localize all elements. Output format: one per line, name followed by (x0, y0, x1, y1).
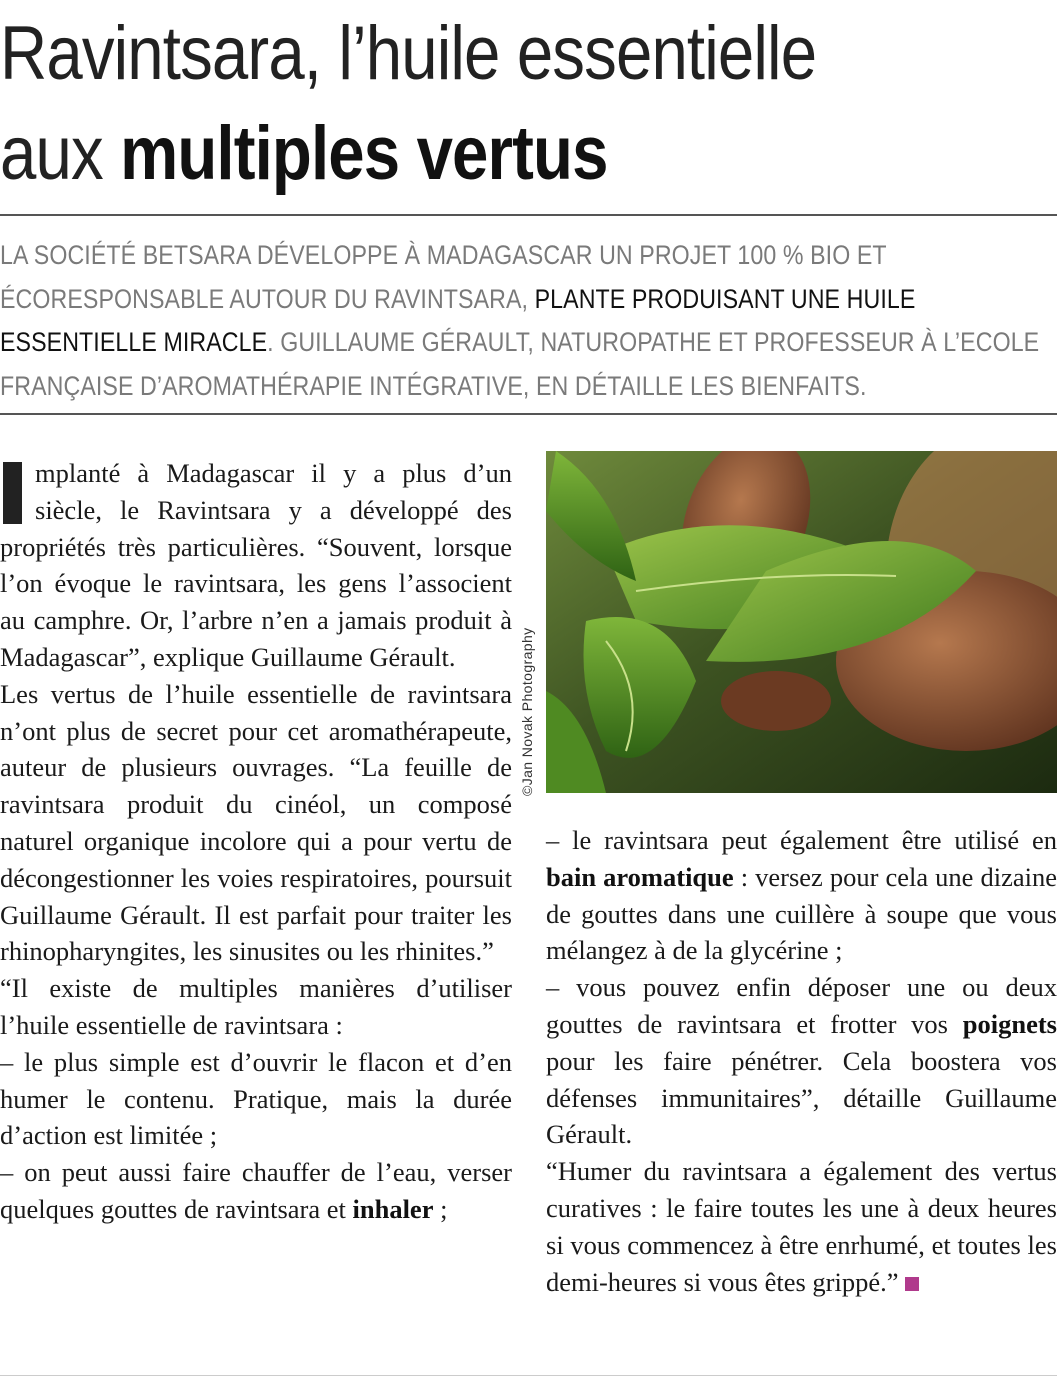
paragraph: Les vertus de l’huile essentielle de ravintsara n’ont plus de secret pour cet aromathérapeute, auteur de plusieurs ouvrages. “La feuille de ravintsara produit du cinéol, un composé naturel organique incolore qui a pour vertu de décongestionner les voies respiratoires, poursuit Guillaume Gérault. Il est parfait pour traiter les rhinopharyngites, les sinusites ou les rhinites.” (0, 678, 512, 967)
title-light-line1: Ravintsara, l’huile essentielle (0, 11, 817, 96)
paragraph (546, 822, 1057, 969)
paragraph-text: “Humer du ravintsara a également des vertus curatives : le faire toutes les une à deux heures si vous commencez à être enrhumé, et toutes les demi-heures si vous êtes grippé.” (546, 1156, 1057, 1297)
paragraph-text: mplanté à Madagascar il y a plus d’un siècle, le Ravintsara y a développé des propriétés très particulières. “Souvent, lorsque l’on évoque le ravintsara, les gens l’associent au camphre. Or, l’arbre n’en a jamais produit à Madagascar”, explique Guillaume Gérault. (0, 458, 512, 672)
paragraph-text: ; (433, 1193, 448, 1224)
top-divider (0, 214, 1057, 216)
photo-illustration (546, 451, 1057, 793)
paragraph-text: – vous pouvez enfin déposer une ou deux gouttes de ravintsara et frotter vos (546, 972, 1057, 1039)
emphasis: poignets (962, 1008, 1057, 1039)
end-of-article-mark (905, 1277, 919, 1291)
paragraph (546, 969, 1057, 1153)
intro-divider (0, 413, 1057, 415)
intro-part1: LA SOCIÉTÉ BETSARA DÉVELOPPE À MADAGASCAR UN PROJET 100 % BIO ET ÉCORESPONSABLE AUTOUR DU RAVINTSARA, (0, 240, 887, 314)
paragraph (0, 1154, 512, 1228)
paragraph: – le plus simple est d’ouvrir le flacon et d’en humer le contenu. Pratique, mais la durée d’action est limitée ; (0, 1046, 512, 1151)
paragraph-text: : versez pour cela une dizaine de gouttes dans une cuillère à soupe que vous mélangez à de la glycérine ; (546, 861, 1057, 966)
article-intro (0, 234, 1057, 408)
title-bold: multiples vertus (120, 111, 608, 196)
paragraph (0, 455, 512, 676)
paragraph-text: – le ravintsara peut également être utilisé en (546, 825, 1057, 855)
intro-part2: . GUILLAUME GÉRAULT, NATUROPATHE ET PROFESSEUR À L’ECOLE FRANÇAISE D’AROMATHÉRAPIE INTÉGRATIVE, EN DÉTAILLE LES BIENFAITS. (0, 327, 1040, 401)
emphasis: bain aromatique (546, 861, 734, 892)
emphasis: inhaler (352, 1193, 434, 1224)
right-column (546, 822, 1057, 1300)
paragraph-text: – on peut aussi faire chauffer de l’eau, verser quelques gouttes de ravintsara et (0, 1157, 512, 1224)
intro-highlight: PLANTE PRODUISANT UNE HUILE ESSENTIELLE MIRACLE (0, 283, 916, 357)
left-column (0, 455, 512, 1228)
paragraph-text: pour les faire pénétrer. Cela boostera vos défenses immunitaires”, détaille Guillaume Gérault. (546, 1045, 1057, 1150)
title-light-line2: aux (0, 111, 121, 196)
paragraph: “Il existe de multiples manières d’utiliser l’huile essentielle de ravintsara : (0, 973, 512, 1040)
article-title (0, 4, 909, 204)
photo-credit: ©Jan Novak Photography (519, 627, 535, 796)
paragraph (546, 1153, 1057, 1300)
ravintsara-leaves-photo (546, 451, 1057, 793)
dropcap (3, 462, 22, 524)
bottom-divider (0, 1375, 1057, 1376)
